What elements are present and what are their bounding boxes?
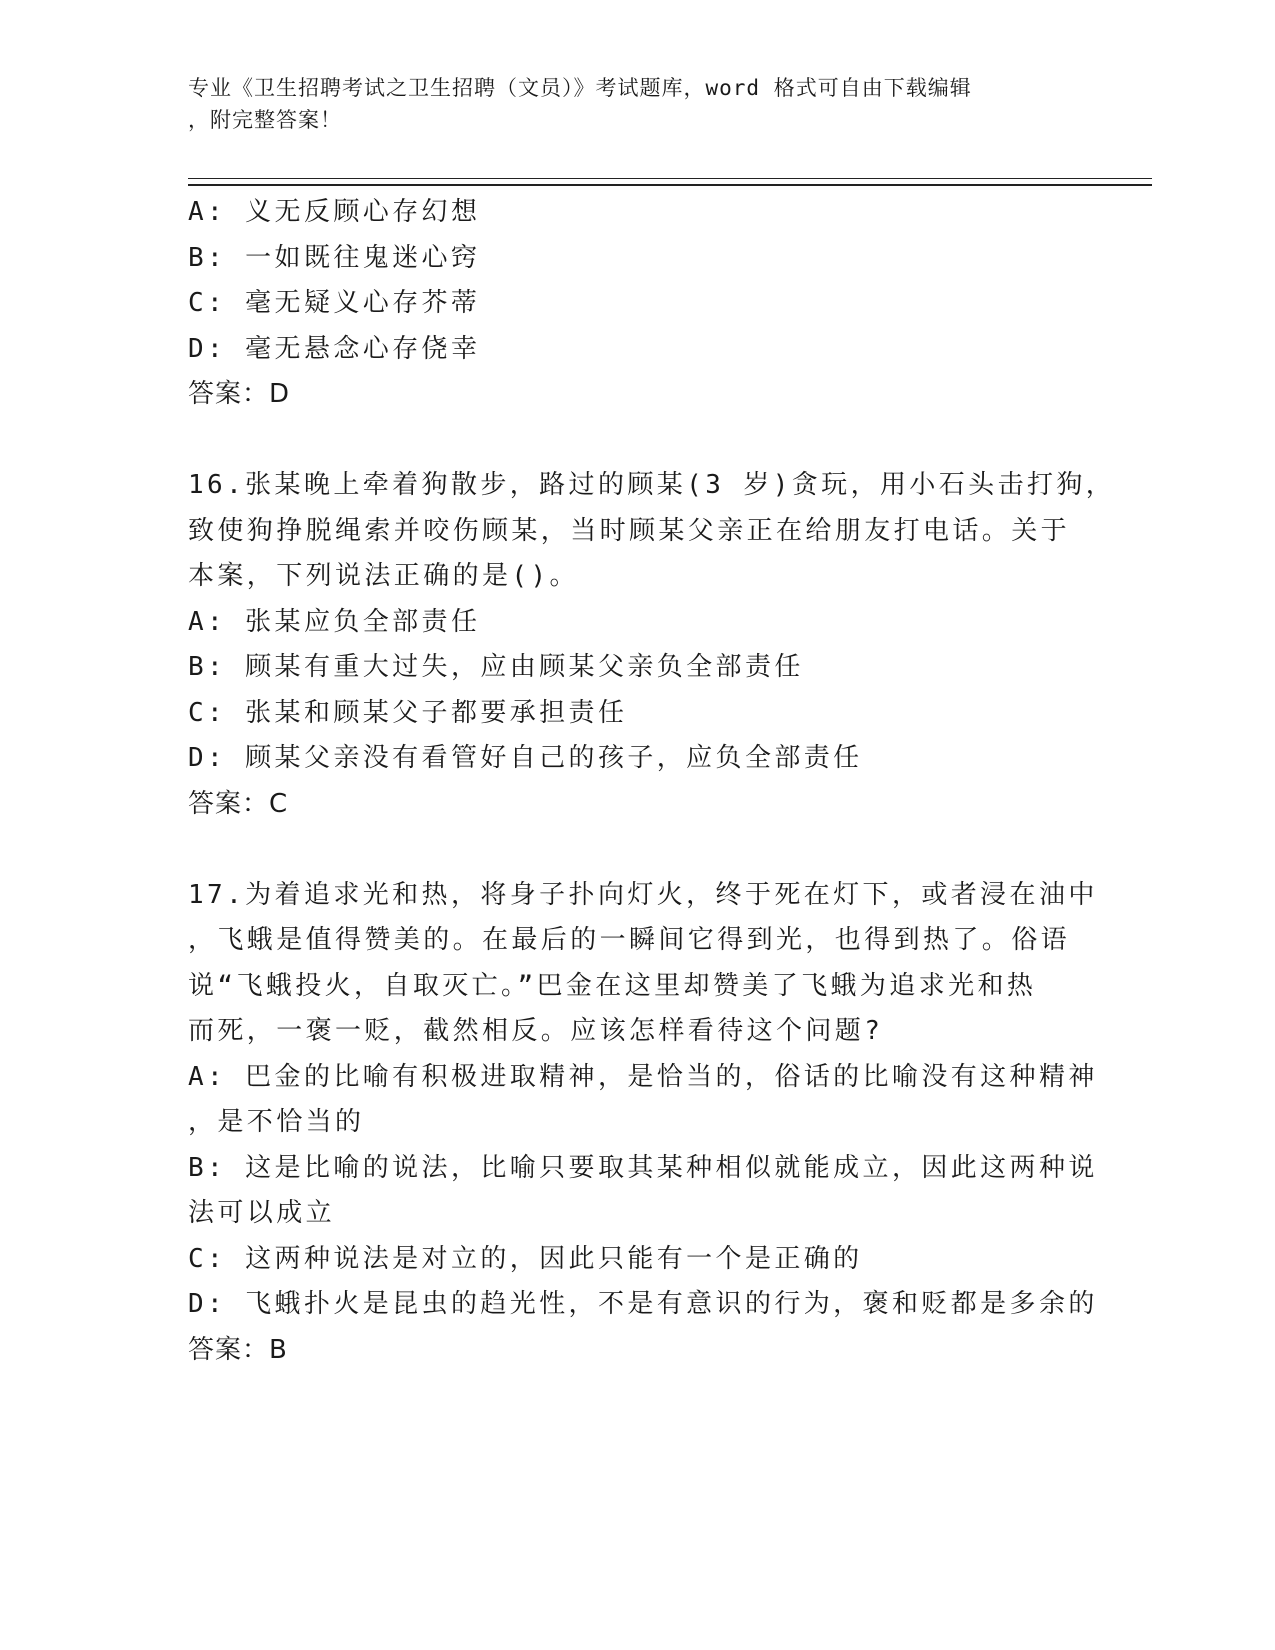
question-stem-line: 而死，一褒一贬，截然相反。应该怎样看待这个问题? (188, 1016, 884, 1046)
option-c: C: 这两种说法是对立的，因此只能有一个是正确的 (188, 1243, 863, 1274)
option-a-continued: ，是不恰当的 (188, 1107, 365, 1137)
answer: 答案：C (188, 788, 289, 819)
question-15 (188, 190, 1088, 418)
option-c: C: 张某和顾某父子都要承担责任 (188, 697, 628, 728)
question-stem-line: 致使狗挣脱绳索并咬伤顾某，当时顾某父亲正在给朋友打电话。关于 (188, 515, 1071, 546)
option-b: B: 顾某有重大过失，应由顾某父亲负全部责任 (188, 652, 804, 682)
question-stem-line: ，飞蛾是值得赞美的。在最后的一瞬间它得到光，也得到热了。俗语 (188, 925, 1071, 955)
question-17 (188, 873, 1098, 1374)
header-line-1: 专业《卫生招聘考试之卫生招聘（文员）》考试题库，word 格式可自由下载编辑 (188, 76, 972, 100)
document-body (188, 190, 1116, 1373)
answer: 答案：B (188, 1334, 288, 1365)
option-a: A: 张某应负全部责任 (188, 606, 481, 637)
option-c: C: 毫无疑义心存芥蒂 (188, 288, 481, 318)
option-a: A: 巴金的比喻有积极进取精神，是恰当的，俗话的比喻没有这种精神 (188, 1061, 1098, 1092)
page-header (188, 72, 1068, 136)
header-line-2: ，附完整答案！ (188, 108, 342, 132)
option-b-continued: 法可以成立 (188, 1198, 336, 1228)
option-b: B: 一如既往鬼迷心窍 (188, 242, 481, 273)
option-d: D: 毫无悬念心存侥幸 (188, 333, 481, 364)
header-rule (188, 178, 1152, 186)
option-a: A: 义无反顾心存幻想 (188, 197, 481, 227)
question-stem-line: 17.为着追求光和热，将身子扑向灯火，终于死在灯下，或者浸在油中 (188, 879, 1098, 910)
question-stem-line: 16.张某晚上牵着狗散步，路过的顾某(3 岁)贪玩，用小石头击打狗， (188, 470, 1116, 500)
question-stem-line: 说“飞蛾投火，自取灭亡。”巴金在这里却赞美了飞蛾为追求光和热 (188, 970, 1037, 1001)
option-d: D: 飞蛾扑火是昆虫的趋光性，不是有意识的行为，褒和贬都是多余的 (188, 1289, 1098, 1319)
option-d: D: 顾某父亲没有看管好自己的孩子，应负全部责任 (188, 743, 863, 773)
answer: 答案：D (188, 379, 291, 409)
spacer (188, 827, 1088, 873)
question-stem-line: 本案，下列说法正确的是()。 (188, 561, 579, 591)
question-16 (188, 463, 1116, 827)
spacer (188, 418, 1088, 464)
option-b: B: 这是比喻的说法，比喻只要取其某种相似就能成立，因此这两种说 (188, 1152, 1098, 1183)
